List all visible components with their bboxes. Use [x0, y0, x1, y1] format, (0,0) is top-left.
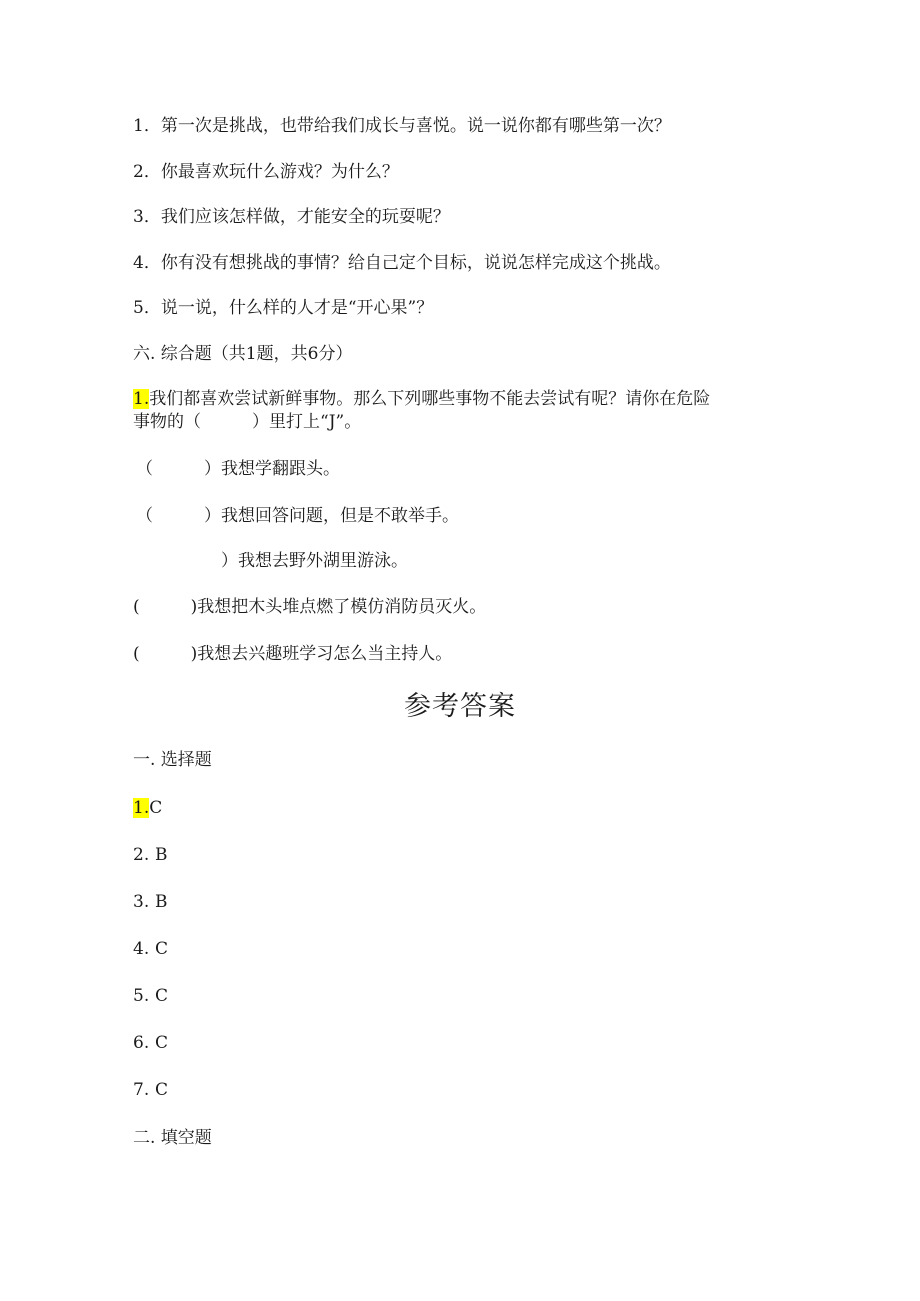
answer-number: 2. — [133, 845, 150, 865]
answer-number: 4. — [133, 939, 150, 959]
option-text: 我想回答问题，但是不敢举手。 — [221, 506, 459, 526]
section-6-question-line-2: 事物的（ ）里打上“J”。 — [133, 412, 362, 432]
question-3 — [133, 206, 450, 228]
section-6-question-line-1 — [133, 388, 710, 410]
section-6-heading: 六. 综合题（共1题，共6分） — [133, 344, 353, 364]
answer-item-5 — [133, 985, 168, 1007]
question-number: 4 — [133, 253, 144, 273]
option-paren: ( ) — [133, 597, 198, 617]
answer-value: C — [155, 986, 169, 1006]
question-text: ．我们应该怎样做，才能安全的玩耍呢？ — [143, 207, 450, 227]
question-number: 1 — [133, 116, 144, 136]
question-number: 2 — [133, 162, 144, 182]
option-text: 我想去兴趣班学习怎么当主持人。 — [197, 644, 453, 664]
option-text: 我想去野外湖里游泳。 — [238, 551, 408, 571]
answer-item-4 — [133, 938, 168, 960]
answer-value: C — [155, 1080, 169, 1100]
question-text: ．你有没有想挑战的事情？给自己定个目标，说说怎样完成这个挑战。 — [143, 253, 671, 273]
answer-number: 5. — [133, 986, 150, 1006]
answer-item-6 — [133, 1032, 168, 1054]
option-1 — [136, 458, 340, 480]
answer-item-7 — [133, 1079, 168, 1101]
option-paren: ( ) — [133, 644, 198, 664]
option-text: 我想学翻跟头。 — [221, 459, 340, 479]
option-3 — [136, 550, 408, 572]
question-text: ．第一次是挑战，也带给我们成长与喜悦。说一说你都有哪些第一次？ — [143, 116, 671, 136]
answer-value: C — [155, 1033, 169, 1053]
section-6-question-text: 我们都喜欢尝试新鲜事物。那么下列哪些事物不能去尝试有呢？请你在危险 — [149, 389, 711, 409]
question-1 — [133, 115, 671, 137]
answer-value: B — [155, 892, 168, 912]
question-text: ．说一说，什么样的人才是“开心果”？ — [143, 298, 434, 318]
answer-number: 7. — [133, 1080, 150, 1100]
option-2 — [136, 505, 459, 527]
answers-title: 参考答案 — [404, 691, 516, 722]
answers-section-2-heading: 二. 填空题 — [133, 1128, 212, 1148]
option-paren: （ ） — [136, 459, 221, 479]
answer-number: 1. — [133, 798, 150, 818]
answer-item-1 — [133, 797, 162, 819]
question-number: 3 — [133, 207, 144, 227]
question-4 — [133, 252, 671, 274]
answer-number: 6. — [133, 1033, 150, 1053]
answer-item-2 — [133, 844, 168, 866]
section-6-question-number: 1. — [133, 389, 150, 409]
option-paren: （ ） — [136, 506, 221, 526]
answer-value: C — [155, 939, 169, 959]
option-paren: ） — [136, 551, 238, 571]
question-2 — [133, 161, 399, 183]
option-5 — [133, 643, 452, 665]
answer-value: C — [149, 798, 163, 818]
option-text: 我想把木头堆点燃了模仿消防员灭火。 — [197, 597, 487, 617]
question-text: ．你最喜欢玩什么游戏？为什么？ — [143, 162, 399, 182]
answer-value: B — [155, 845, 168, 865]
question-number: 5 — [133, 298, 144, 318]
answer-number: 3. — [133, 892, 150, 912]
question-5 — [133, 297, 433, 319]
option-4 — [133, 596, 486, 618]
answer-item-3 — [133, 891, 168, 913]
answers-section-1-heading: 一. 选择题 — [133, 750, 212, 770]
